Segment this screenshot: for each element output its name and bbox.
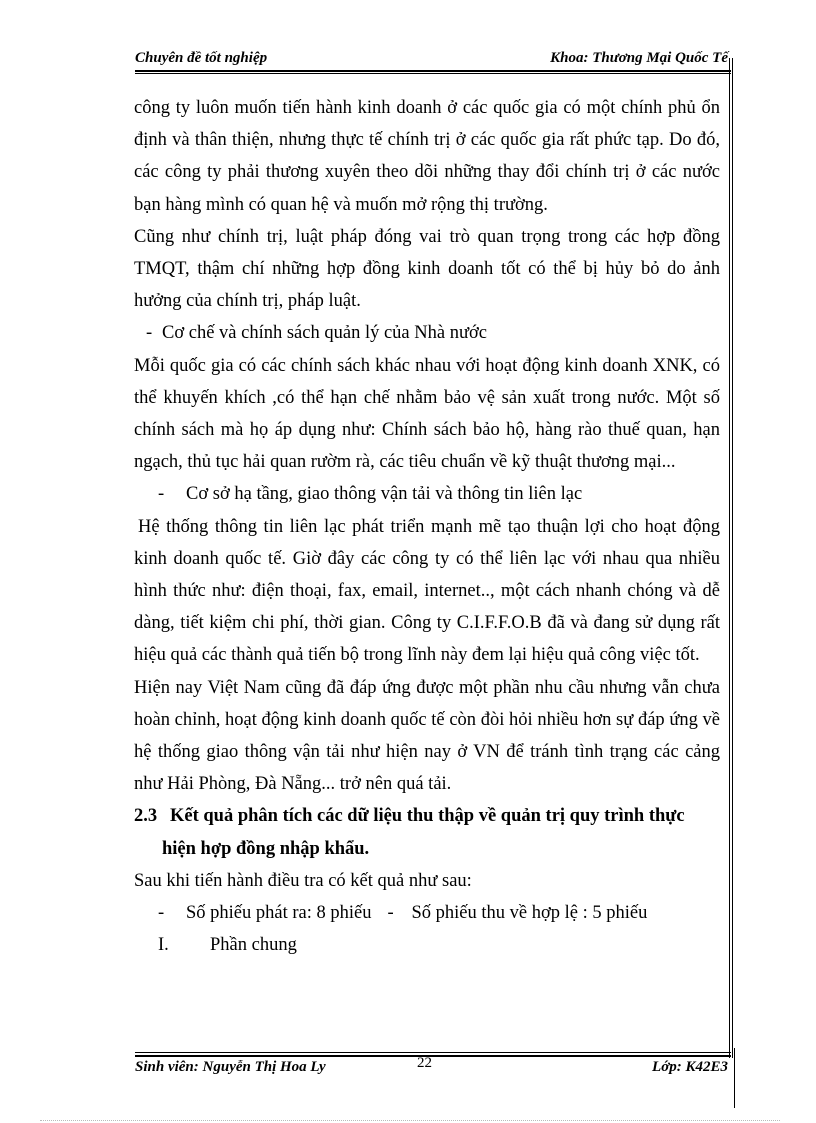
page-border-right-extension <box>734 1048 735 1108</box>
page-header <box>135 48 728 70</box>
bullet-valid-count: Số phiếu thu về hợp lệ : 5 phiếu <box>411 903 648 924</box>
paragraph-national-policy: Mỗi quốc gia có các chính sách khác nhau với hoạt động kinh doanh XNK, có thể khuyến khích ,có thể hạn chế nhằm bảo vệ sản xuất trong nước. Một số chính sách mà họ áp dụng như: Chính sách bảo hộ, hàng rào thuế quan, hạn ngạch, thủ tục hải quan rườm rà, các tiêu chuẩn về kỹ thuật thương mại... <box>134 355 720 473</box>
bullet-issued-count: Số phiếu phát ra: 8 phiếu <box>186 903 372 924</box>
section-general <box>134 929 720 961</box>
paragraph-law: Cũng như chính trị, luật pháp đóng vai trò quan trọng trong các hợp đồng TMQT, thậm chí những hợp đồng kinh doanh tốt có thể bị hủy bỏ do ảnh hưởng của chính trị, pháp luật. <box>134 226 720 312</box>
bullet-infrastructure: - Cơ sở hạ tầng, giao thông vận tải và thông tin liên lạc <box>134 478 720 510</box>
bullet-infrastructure-text: Cơ sở hạ tầng, giao thông vận tải và thông tin liên lạc <box>186 484 583 505</box>
page-number: 22 <box>417 1055 432 1071</box>
section-title: Phần chung <box>210 935 297 956</box>
footer-rule-thin <box>135 1052 731 1053</box>
footer-student-name: Sinh viên: Nguyễn Thị Hoa Ly <box>135 1059 326 1075</box>
bullet-mechanism-policy-text: Cơ chế và chính sách quản lý của Nhà nước <box>162 323 487 344</box>
header-rule-thin <box>135 73 731 74</box>
page-footer <box>135 1057 728 1079</box>
bullet-survey-counts: - Số phiếu phát ra: 8 phiếu - Số phiếu thu về hợp lệ : 5 phiếu <box>134 897 720 929</box>
page-border-right <box>729 58 733 1058</box>
page-bottom-dotted-line <box>40 1120 780 1121</box>
paragraph-survey-intro: Sau khi tiến hành điều tra có kết quả như sau: <box>134 870 472 891</box>
header-left-text: Chuyên đề tốt nghiệp <box>135 50 268 66</box>
document-body <box>134 92 720 961</box>
header-rule <box>135 70 731 72</box>
paragraph-political-stability: công ty luôn muốn tiến hành kinh doanh ở các quốc gia có một chính phủ ổn định và thân thiện, nhưng thực tế chính trị ở các quốc gia rất phức tạp. Do đó, các công ty phải thương xuyên theo dõi những thay đổi chính trị ở các nước bạn hàng mình có quan hệ và muốn mở rộng thị trường. <box>134 98 720 215</box>
header-right-text: Khoa: Thương Mại Quốc Tế <box>550 50 728 66</box>
heading-line1: Kết quả phân tích các dữ liệu thu thập về quản trị quy trình thực <box>170 806 685 827</box>
heading-line2: hiện hợp đồng nhập khẩu. <box>162 838 370 859</box>
section-heading-2-3 <box>134 800 720 864</box>
bullet-mechanism-policy: - Cơ chế và chính sách quản lý của Nhà nước <box>134 317 720 349</box>
paragraph-communication: Hệ thống thông tin liên lạc phát triển mạnh mẽ tạo thuận lợi cho hoạt động kinh doanh quốc tế. Giờ đây các công ty có thể liên lạc với nhau qua nhiều hình thức như: điện thoại, fax, email, internet.., một cách nhanh chóng và dễ dàng, tiết kiệm chi phí, thời gian. Công ty C.I.F.F.O.B đã và đang sử dụng rất hiệu quả các thành quả tiến bộ trong lĩnh này đem lại hiệu quả công việc tốt. <box>134 516 720 666</box>
footer-class: Lớp: K42E3 <box>652 1059 728 1075</box>
paragraph-vietnam-transport: Hiện nay Việt Nam cũng đã đáp ứng được một phần nhu cầu nhưng vẫn chưa hoàn chỉnh, hoạt động kinh doanh quốc tế còn đòi hỏi nhiều hơn sự đáp ứng về hệ thống giao thông vận tải như hiện nay ở VN để tránh tình trạng các cảng như Hải Phòng, Đà Nẵng... trở nên quá tải. <box>134 677 720 795</box>
heading-number: 2.3 <box>134 806 158 827</box>
section-number: I. <box>158 935 169 956</box>
